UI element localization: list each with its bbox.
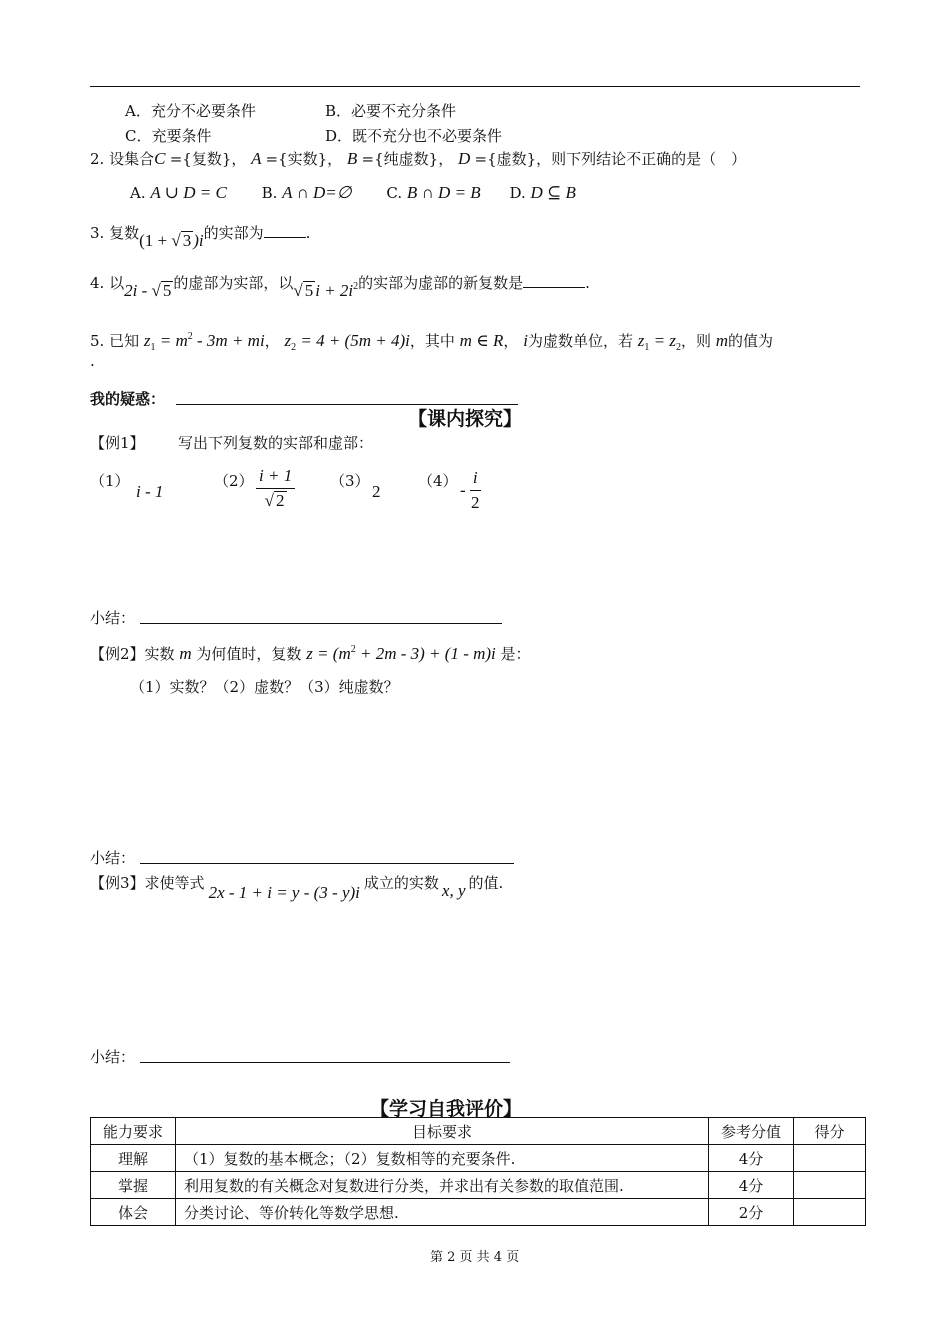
- q3-number: 3.: [90, 224, 105, 242]
- summary-3-line[interactable]: [140, 1062, 510, 1063]
- q5-z1-expr: $z_1 = m^2 - 3m$ + mi: [143, 331, 265, 353]
- ex1-part-2-label: （2）: [214, 472, 254, 490]
- q1-option-c: C．充要条件: [125, 127, 212, 145]
- section-title-inclass: 【课内探究】: [408, 408, 523, 430]
- table-cell: （1）复数的基本概念；（2）复数相等的充要条件.: [176, 1145, 709, 1172]
- example-2: [90, 643, 531, 664]
- q2-opt-b-label: B.: [261, 184, 278, 202]
- table-header-cell: 目标要求: [176, 1118, 709, 1145]
- table-cell: 掌握: [91, 1172, 176, 1199]
- example-3-text-3: 的值.: [468, 874, 504, 892]
- q4-expr-1: 2i - √ 5: [124, 281, 172, 300]
- summary-2-label: 小结：: [90, 849, 136, 867]
- example-3-label: 【例3】: [90, 874, 145, 892]
- q2-set-b: ={纯虚数}，: [361, 150, 454, 168]
- question-3: [90, 222, 311, 250]
- q4-end: .: [585, 274, 590, 292]
- q2-number: 2.: [90, 150, 105, 168]
- q2-set-a: ={实数}，: [265, 150, 343, 168]
- q4-number: 4.: [90, 274, 105, 292]
- q5-end: .: [90, 352, 95, 370]
- q3-text-2: 的实部为: [203, 224, 264, 242]
- q2-var-b: B: [346, 149, 362, 168]
- summary-1-line[interactable]: [140, 623, 502, 624]
- table-cell: 利用复数的有关概念对复数进行分类，并求出有关参数的取值范围.: [176, 1172, 709, 1199]
- example-1-label: 【例1】: [90, 434, 145, 452]
- ex1-part-2-expr: $\frac{i + 1}{√ 2}$: [256, 466, 295, 511]
- example-3-vars: x, y: [441, 881, 466, 900]
- q3-text: 复数: [109, 224, 140, 242]
- example-3-text-2: 成立的实数: [363, 874, 439, 892]
- top-rule: [90, 86, 860, 87]
- table-header-cell: 能力要求: [91, 1118, 176, 1145]
- example-3-equation: 2x - 1 + i = y - (3 - y)i: [208, 883, 360, 902]
- example-2-text-2: 为何值时，复数: [196, 645, 302, 663]
- example-2-text-3: 是：: [500, 645, 531, 663]
- q2-options: [130, 183, 576, 203]
- table-row: [91, 1172, 866, 1199]
- table-header-cell: 参考分值: [709, 1118, 794, 1145]
- section-title-self-evaluation: 【学习自我评价】: [370, 1098, 523, 1120]
- ex1-part-3-expr: 2: [372, 482, 381, 501]
- q5-text: 已知: [109, 332, 140, 350]
- q4-expr-2: √ 5 $i + 2i^2$: [293, 281, 359, 300]
- q5-m-in-r: m ∈ R: [459, 331, 504, 350]
- table-header-row: [91, 1118, 866, 1145]
- score-cell[interactable]: [794, 1145, 866, 1172]
- table-row: [91, 1199, 866, 1226]
- q2-opt-c-expr: B ∩ D = B: [406, 183, 481, 202]
- q2-set-c: ={复数}，: [169, 150, 247, 168]
- q4-text-2: 的虚部为实部，以: [173, 274, 294, 292]
- q4-text: 以: [109, 274, 125, 292]
- summary-2-line[interactable]: [140, 863, 514, 864]
- page-footer: 第 2 页 共 4 页: [430, 1250, 520, 1265]
- q5-equality: $z_1 = z_2$: [637, 331, 681, 353]
- doubts-label: 我的疑惑：: [90, 390, 166, 408]
- example-2-text-1: 实数: [144, 645, 175, 663]
- ex1-part-4-label: （4）: [418, 472, 458, 490]
- summary-3-label: 小结：: [90, 1048, 136, 1066]
- summary-1-label: 小结：: [90, 609, 136, 627]
- example-2-parts: （1）实数？（2）虚数？（3）纯虚数？: [130, 678, 399, 696]
- q5-text-4: ，则: [680, 332, 711, 350]
- q2-opt-a-label: A.: [130, 184, 146, 202]
- q2-var-a: A: [251, 149, 266, 168]
- q5-z2-expr: $z_2 = 4 + (5m + 4)i$: [284, 331, 410, 353]
- q5-text-2: ，其中: [409, 332, 455, 350]
- q1-option-a: A．充分不必要条件: [125, 102, 256, 120]
- q2-text: 设集合: [109, 150, 155, 168]
- q3-answer-blank[interactable]: [264, 223, 306, 238]
- q1-option-b: B．必要不充分条件: [325, 102, 457, 120]
- q2-opt-c-label: C.: [386, 184, 403, 202]
- q3-end: .: [305, 224, 311, 242]
- example-2-label: 【例2】: [90, 645, 145, 663]
- table-header-cell: 得分: [794, 1118, 866, 1145]
- example-3-text-1: 求使等式: [144, 874, 205, 892]
- score-cell[interactable]: [794, 1172, 866, 1199]
- q2-opt-b-expr: A ∩ D=∅: [282, 183, 352, 202]
- q2-var-c: C: [154, 149, 170, 168]
- q2-opt-d-label: D.: [509, 184, 526, 202]
- example-3: [90, 872, 504, 902]
- q5-text-3: 为虚数单位，若: [527, 332, 633, 350]
- ex1-part-1-expr: i - 1: [136, 482, 164, 501]
- q2-opt-d-expr: D ⊆ B: [530, 183, 576, 202]
- q2-var-d: D: [457, 149, 475, 168]
- example-2-expression: $z = (m^2 + 2m - 3) + (1 - m)i$: [306, 644, 496, 663]
- self-evaluation-table: [90, 1117, 866, 1226]
- q4-answer-blank[interactable]: [523, 273, 585, 288]
- q5-number: 5.: [90, 332, 105, 350]
- table-cell: 分类讨论、等价转化等数学思想.: [176, 1199, 709, 1226]
- q5-comma-2: ，: [503, 332, 519, 350]
- table-cell: 体会: [91, 1199, 176, 1226]
- q1-option-d: D．既不充分也不必要条件: [325, 127, 503, 145]
- question-5: [90, 330, 773, 353]
- q5-m-var: m: [715, 331, 729, 350]
- q5-text-5: 的值为: [728, 332, 774, 350]
- table-cell: 理解: [91, 1145, 176, 1172]
- q4-text-3: 的实部为虚部的新复数是: [358, 274, 524, 292]
- ex1-part-4-expr: - $\frac{i}{2}$: [460, 468, 480, 512]
- score-cell[interactable]: [794, 1199, 866, 1226]
- question-2: [90, 148, 746, 169]
- example-1-text: 写出下列复数的实部和虚部：: [178, 434, 374, 452]
- table-row: [91, 1145, 866, 1172]
- q5-i-var: i: [523, 331, 528, 350]
- q3-expression: (1 + √ 3 )i: [139, 231, 204, 250]
- q2-opt-a-expr: A ∪ D = C: [150, 183, 227, 202]
- ex1-part-1-label: （1）: [90, 472, 130, 490]
- table-cell: 4分: [709, 1172, 794, 1199]
- ex1-part-3-label: （3）: [330, 472, 370, 490]
- question-4: [90, 272, 590, 300]
- q5-comma-1: ，: [264, 332, 280, 350]
- q2-set-d: ={虚数}，则下列结论不正确的是（ ）: [474, 150, 747, 168]
- example-2-m-var: m: [179, 644, 192, 663]
- table-cell: 2分: [709, 1199, 794, 1226]
- table-cell: 4分: [709, 1145, 794, 1172]
